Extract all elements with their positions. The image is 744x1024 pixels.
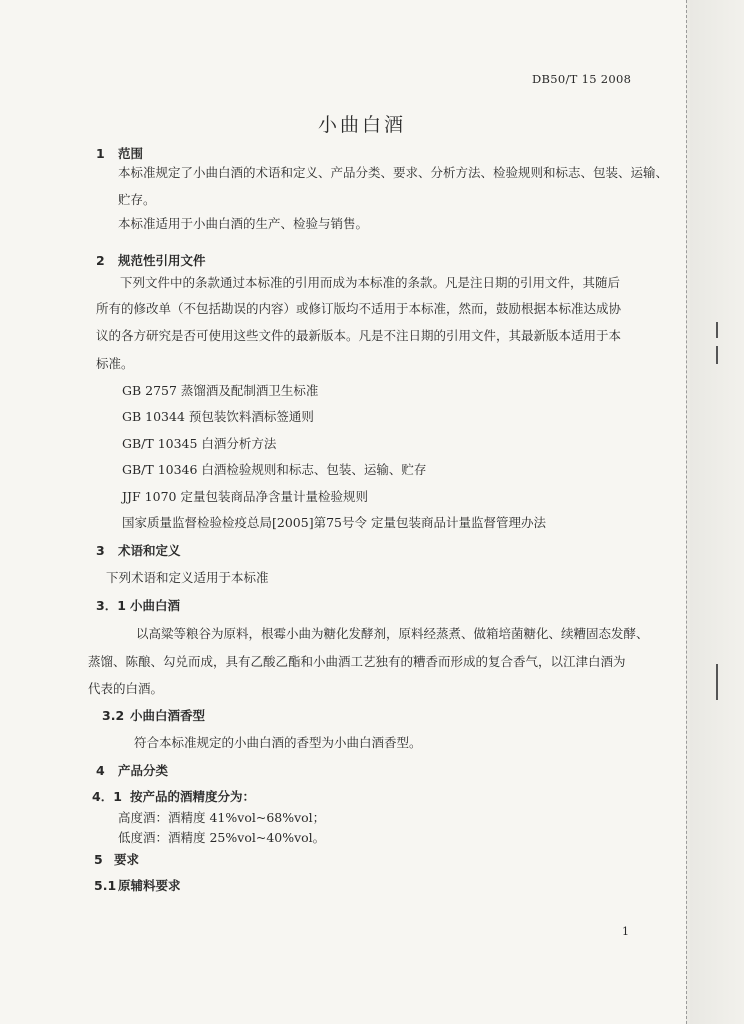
section-1-number: 1: [96, 146, 105, 161]
normative-reference: 国家质量监督检验检疫总局[2005]第75号令 定量包装商品计量监督管理办法: [122, 515, 546, 530]
section-2-line: 标准。: [96, 356, 134, 371]
section-3-1-line: 代表的白酒。: [88, 681, 164, 696]
normative-reference: GB/T 10345 白酒分析方法: [122, 436, 277, 451]
section-2-line: 下列文件中的条款通过本标准的引用而成为本标准的条款。凡是注日期的引用文件，其随后: [120, 275, 621, 290]
section-1-line: 本标准适用于小曲白酒的生产、检验与销售。: [118, 216, 369, 231]
section-4-1-heading: 按产品的酒精度分为：: [130, 789, 256, 804]
section-5-1-number: 5.1: [94, 878, 117, 893]
normative-reference: JJF 1070 定量包装商品净含量计量检验规则: [122, 489, 368, 504]
section-3-1-line: 以高粱等粮谷为原料，根霉小曲为糖化发酵剂，原料经蒸煮、做箱培菌糖化、续糟固态发酵、: [136, 626, 649, 641]
alcohol-class-item: 高度酒：酒精度 41%vol~68%vol；: [118, 810, 326, 825]
section-1-line: 本标准规定了小曲白酒的术语和定义、产品分类、要求、分析方法、检验规则和标志、包装、运输、: [118, 165, 669, 180]
section-3-1-heading: 小曲白酒: [130, 598, 181, 613]
document-title: 小曲白酒: [318, 114, 407, 136]
section-2-heading: 规范性引用文件: [118, 253, 206, 268]
page-number: 1: [622, 925, 629, 938]
section-3-1-line: 蒸馏、陈酿、勾兑而成，具有乙酸乙酯和小曲酒工艺独有的糟香而形成的复合香气，以江津白酒为: [88, 654, 626, 669]
section-3-2-line: 符合本标准规定的小曲白酒的香型为小曲白酒香型。: [134, 735, 422, 750]
section-3-2-number: 3.2: [102, 708, 125, 723]
page-fold-edge: [686, 0, 688, 1024]
alcohol-class-item: 低度酒：酒精度 25%vol~40%vol。: [118, 830, 326, 845]
scan-mark: [716, 664, 718, 700]
scan-margin: [690, 0, 744, 1024]
section-1-heading: 范围: [118, 146, 144, 161]
section-4-1-number: 4．1: [92, 789, 122, 804]
section-4-heading: 产品分类: [118, 763, 169, 778]
normative-reference: GB 2757 蒸馏酒及配制酒卫生标准: [122, 383, 319, 398]
scan-mark: [716, 322, 718, 338]
normative-reference: GB 10344 预包装饮料酒标签通则: [122, 409, 314, 424]
scan-mark: [716, 346, 718, 364]
section-5-heading: 要求: [114, 852, 140, 867]
section-5-number: 5: [94, 852, 103, 867]
section-3-2-heading: 小曲白酒香型: [130, 708, 206, 723]
section-2-line: 所有的修改单（不包括勘误的内容）或修订版均不适用于本标准，然而，鼓励根据本标准达成协: [96, 301, 622, 316]
section-3-heading: 术语和定义: [118, 543, 181, 558]
section-3-number: 3: [96, 543, 105, 558]
section-2-line: 议的各方研究是否可使用这些文件的最新版本。凡是不注日期的引用文件，其最新版本适用于本: [96, 328, 622, 343]
normative-reference: GB/T 10346 白酒检验规则和标志、包装、运输、贮存: [122, 462, 427, 477]
section-4-number: 4: [96, 763, 105, 778]
section-1-line: 贮存。: [118, 192, 156, 207]
section-3-intro: 下列术语和定义适用于本标准: [106, 570, 269, 585]
section-2-number: 2: [96, 253, 105, 268]
section-5-1-heading: 原辅料要求: [118, 878, 181, 893]
section-3-1-number: 3．1: [96, 598, 126, 613]
standard-code: DB50/T 15 2008: [532, 72, 632, 86]
